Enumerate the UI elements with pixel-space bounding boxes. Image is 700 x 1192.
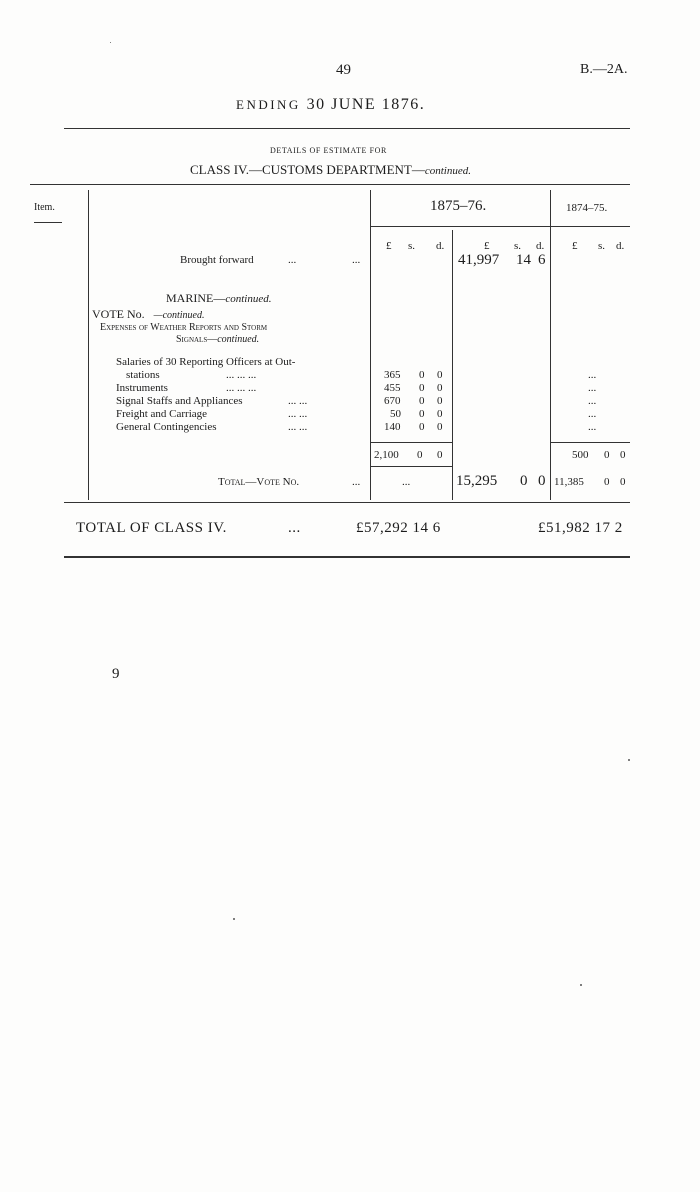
total-vote-prev-pounds: 11,385: [554, 476, 584, 488]
table-top-rule: [30, 184, 630, 185]
brought-forward-shillings: 14: [516, 252, 531, 268]
closing-double-rule: [64, 556, 630, 558]
year-current-header: 1875–76.: [430, 198, 487, 214]
item-label-salaries: Salaries of 30 Reporting Officers at Out-: [116, 356, 296, 368]
vote-heading: [92, 307, 205, 322]
vote-suffix: —continued.: [153, 310, 205, 321]
currency-pounds-1: £: [386, 240, 392, 252]
item-shillings-instruments: 0: [419, 382, 425, 394]
subtotal-pounds: 2,100: [374, 449, 399, 461]
currency-pence-3: d.: [616, 240, 625, 252]
brought-forward-leader-1: ...: [288, 254, 297, 266]
item-prev-salaries: ...: [588, 369, 597, 381]
subtotal-prev-pence: 0: [620, 449, 626, 461]
item-pounds-freight: 50: [390, 408, 401, 420]
item-leaders-salaries: ... ... ...: [226, 369, 257, 381]
subtotal-pence: 0: [437, 449, 443, 461]
desc-col-rule: [370, 190, 371, 500]
item-pounds-salaries: 365: [384, 369, 401, 381]
item-pounds-instruments: 455: [384, 382, 401, 394]
subtotal-shillings: 0: [417, 449, 423, 461]
currency-shillings-2: s.: [514, 240, 522, 252]
total-vote-prev-shillings: 0: [604, 476, 610, 488]
item-prev-contingencies: ...: [588, 421, 597, 433]
item-pounds-contingencies: 140: [384, 421, 401, 433]
item-shillings-contingencies: 0: [419, 421, 425, 433]
currency-pounds-3: £: [572, 240, 578, 252]
page-number: 49: [336, 62, 351, 78]
subtotal-prev-shillings: 0: [604, 449, 610, 461]
currency-pence-2: d.: [536, 240, 545, 252]
brought-forward-pounds: 41,997: [458, 252, 500, 268]
item-column-header: Item.: [34, 202, 55, 213]
document-reference: B.—2A.: [580, 62, 628, 77]
currency-pounds-2: £: [484, 240, 490, 252]
item-label-instruments: Instruments: [116, 382, 168, 394]
currency-pence-1: d.: [436, 240, 445, 252]
item-shillings-freight: 0: [419, 408, 425, 420]
currency-shillings-3: s.: [598, 240, 606, 252]
item-pence-contingencies: 0: [437, 421, 443, 433]
class-total-current: £57,292 14 6: [356, 520, 441, 536]
item-pounds-signal-staffs: 670: [384, 395, 401, 407]
total-vote-leader: ...: [352, 476, 361, 488]
signals-heading: [176, 334, 259, 345]
item-prev-freight: ...: [588, 408, 597, 420]
marine-label: MARINE—: [166, 291, 226, 305]
signature-mark: 9: [112, 666, 120, 682]
print-speck: [110, 42, 111, 43]
class-heading: [190, 162, 471, 178]
item-prev-signal-staffs: ...: [588, 395, 597, 407]
item-prev-instruments: ...: [588, 382, 597, 394]
header-rule: [370, 226, 630, 227]
item-shillings-salaries: 0: [419, 369, 425, 381]
total-vote-pounds: 15,295: [456, 473, 498, 489]
vote-label: VOTE No.: [92, 307, 145, 321]
item-leaders-freight: ... ...: [288, 408, 308, 420]
top-rule: [64, 128, 630, 129]
total-vote-shillings: 0: [520, 473, 528, 489]
item-leaders-instruments: ... ... ...: [226, 382, 257, 394]
class-total-previous: £51,982 17 2: [538, 520, 623, 536]
expenses-heading: Expenses of Weather Reports and Storm: [100, 322, 268, 333]
class-title: CLASS IV.—CUSTOMS DEPARTMENT—: [190, 162, 425, 177]
marine-suffix: continued.: [225, 293, 272, 305]
running-head: [236, 96, 425, 114]
item-label-freight: Freight and Carriage: [116, 408, 208, 420]
print-speck: [580, 984, 582, 986]
subtotal-rule-current: [370, 442, 452, 443]
subtotal-bottom-rule: [370, 466, 452, 467]
total-vote-current-dots: ...: [402, 476, 411, 488]
brought-forward-pence: 6: [538, 252, 546, 268]
class-total-leader: ...: [288, 520, 301, 536]
item-shillings-signal-staffs: 0: [419, 395, 425, 407]
current-split-rule: [452, 230, 453, 500]
class-title-suffix: continued.: [424, 165, 471, 177]
total-vote-prev-pence: 0: [620, 476, 626, 488]
print-speck: [233, 918, 235, 920]
item-pence-instruments: 0: [437, 382, 443, 394]
item-label-signal-staffs: Signal Staffs and Appliances: [116, 395, 243, 407]
print-speck: [628, 759, 630, 761]
running-head-date: 30 JUNE 1876.: [306, 96, 426, 113]
total-vote-label: Total—Vote No.: [218, 476, 300, 488]
marine-heading: [166, 291, 271, 306]
running-head-prefix: ENDING: [236, 97, 301, 112]
subtotal-prev-pounds: 500: [572, 449, 589, 461]
total-vote-pence: 0: [538, 473, 546, 489]
item-col-rule: [88, 190, 89, 500]
item-underline: [34, 222, 62, 223]
year-previous-header: 1874–75.: [566, 202, 608, 214]
details-heading: DETAILS OF ESTIMATE FOR: [270, 146, 387, 155]
table-bottom-rule: [64, 502, 630, 503]
brought-forward-label: Brought forward: [180, 254, 254, 266]
item-pence-freight: 0: [437, 408, 443, 420]
brought-forward-leader-2: ...: [352, 254, 361, 266]
subtotal-rule-previous: [550, 442, 630, 443]
item-label-contingencies: General Contingencies: [116, 421, 217, 433]
class-total-label: TOTAL OF CLASS IV.: [76, 520, 227, 536]
item-pence-salaries: 0: [437, 369, 443, 381]
item-leaders-contingencies: ... ...: [288, 421, 308, 433]
item-label-salaries-cont: stations: [126, 369, 160, 381]
previous-col-rule: [550, 190, 551, 500]
signals-label: Signals—: [176, 334, 218, 345]
item-pence-signal-staffs: 0: [437, 395, 443, 407]
currency-shillings-1: s.: [408, 240, 416, 252]
signals-suffix: continued.: [217, 334, 260, 345]
item-leaders-signal-staffs: ... ...: [288, 395, 308, 407]
